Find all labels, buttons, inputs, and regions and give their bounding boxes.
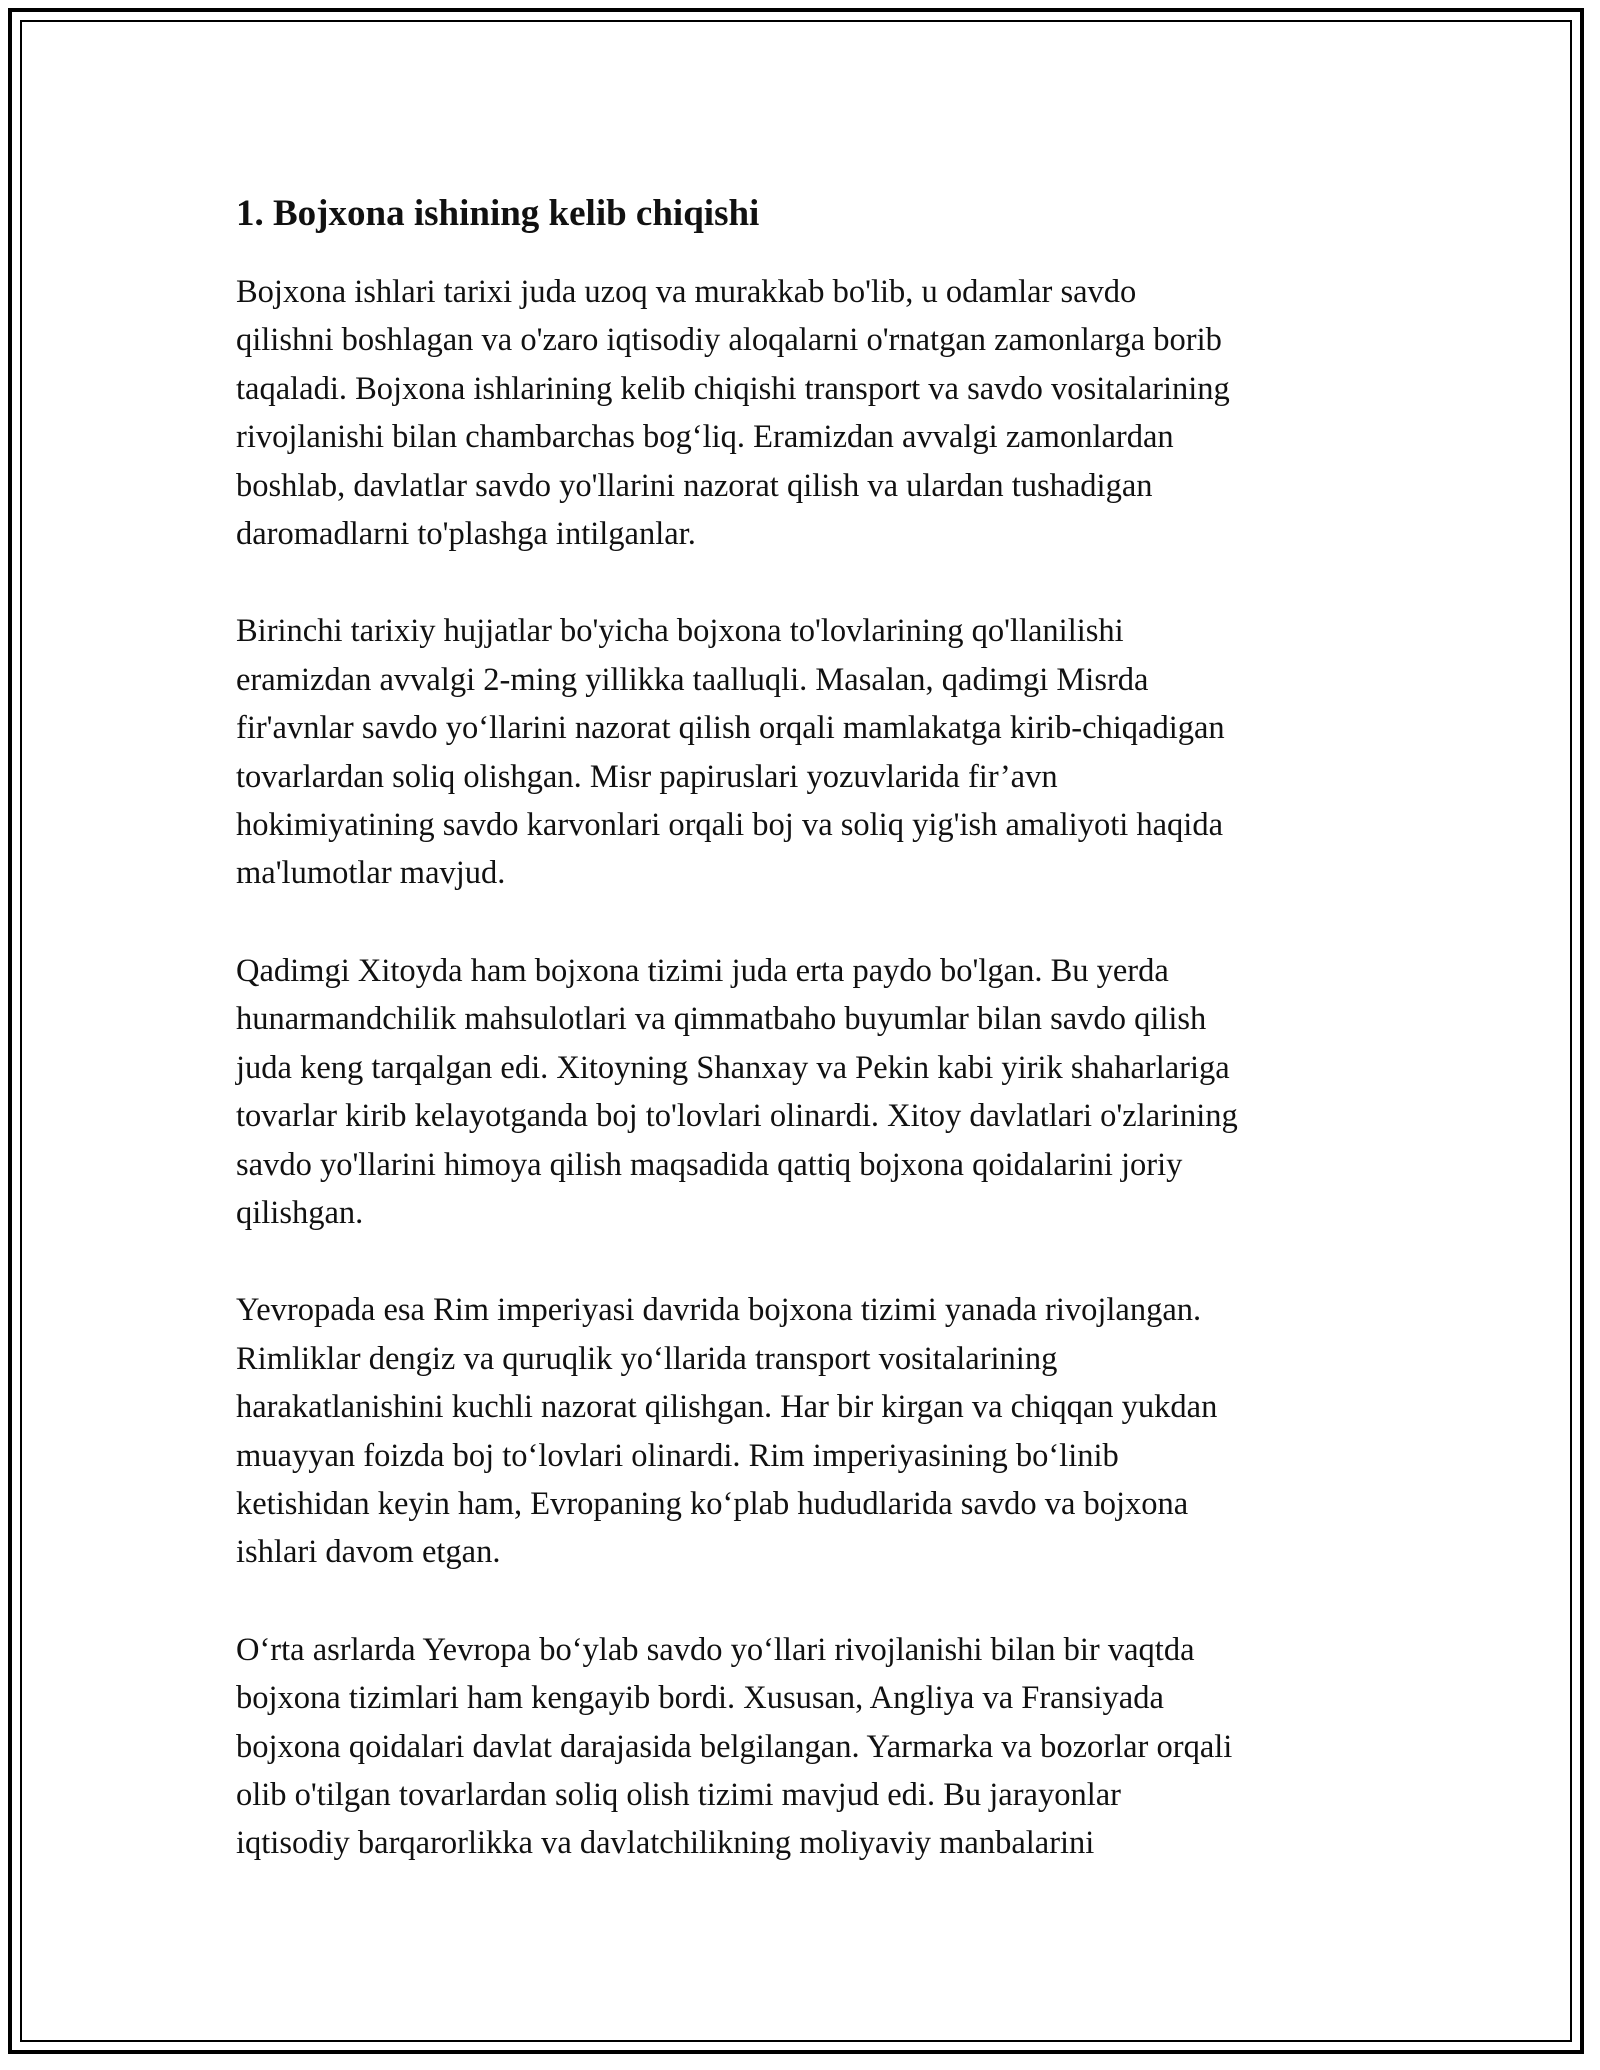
section-heading: 1. Bojxona ishining kelib chiqishi — [236, 193, 760, 234]
paragraph-4: Yevropada esa Rim imperiyasi davrida bojxona tizimi yanada rivojlangan. Rimliklar dengiz va quruqlik yo‘llarida transport vositalarining harakatlanishini kuchli nazorat qilishgan. Har bir kirgan va chiqqan yukdan muayyan foizda boj to‘lovlari olinardi. Rim imperiyasining bo‘linib ketishidan keyin ham, Evropaning ko‘plab hududlarida savdo va bojxona ishlari davom etgan. — [236, 1292, 1218, 1571]
paragraph-2: Birinchi tarixiy hujjatlar bo'yicha bojxona to'lovlarining qo'llanilishi eramizdan avvalgi 2-ming yillikka taalluqli. Masalan, qadimgi Misrda fir'avnlar savdo yo‘llarini nazorat qilish orqali mamlakatga kirib-chiqadigan tovarlardan soliq olishgan. Misr papiruslari yozuvlarida fir’avn hokimiyatining savdo karvonlari orqali boj va soliq yig'ish amaliyoti haqida ma'lumotlar mavjud. — [236, 613, 1225, 892]
document-body — [236, 188, 1386, 1917]
paragraph-5: O‘rta asrlarda Yevropa bo‘ylab savdo yo‘llari rivojlanishi bilan bir vaqtda bojxona tizimlari ham kengayib bordi. Xususan, Angliya va Fransiyada bojxona qoidalari davlat darajasida belgilangan. Yarmarka va bozorlar orqali olib o'tilgan tovarlardan soliq olish tizimi mavjud edi. Bu jarayonlar iqtisodiy barqarorlikka va davlatchilikning moliyaviy manbalarini — [236, 1631, 1233, 1862]
paragraph-1: Bojxona ishlari tarixi juda uzoq va murakkab bo'lib, u odamlar savdo qilishni boshlagan va o'zaro iqtisodiy aloqalarni o'rnatgan zamonlarga borib taqaladi. Bojxona ishlarining kelib chiqishi transport va savdo vositalarining rivojlanishi bilan chambarchas bog‘liq. Eramizdan avvalgi zamonlardan boshlab, davlatlar savdo yo'llarini nazorat qilish va ulardan tushadigan daromadlarni to'plashga intilganlar. — [236, 274, 1230, 553]
paragraph-3: Qadimgi Xitoyda ham bojxona tizimi juda erta paydo bo'lgan. Bu yerda hunarmandchilik mahsulotlari va qimmatbaho buyumlar bilan savdo qilish juda keng tarqalgan edi. Xitoyning Shanxay va Pekin kabi yirik shaharlariga tovarlar kirib kelayotganda boj to'lovlari olinardi. Xitoy davlatlari o'zlarining savdo yo'llarini himoya qilish maqsadida qattiq bojxona qoidalarini joriy qilishgan. — [236, 952, 1238, 1231]
